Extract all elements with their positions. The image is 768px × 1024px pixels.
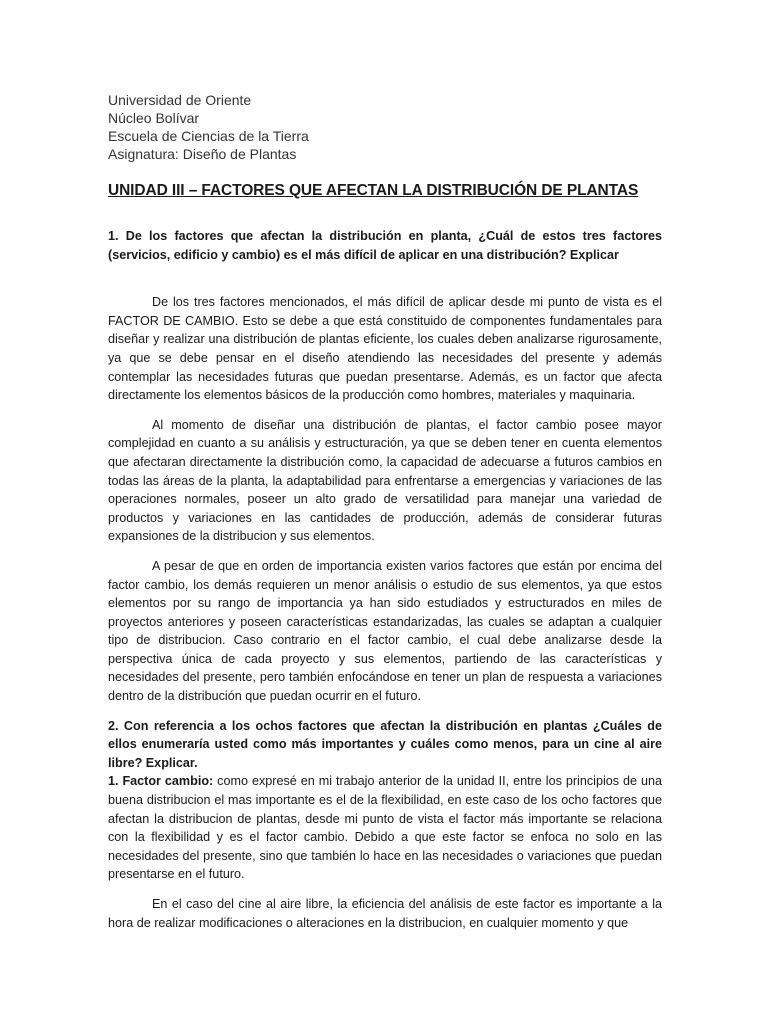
item-1-text: como expresé en mi trabajo anterior de la unidad II, entre los principios de una buena distribucion el mas importante es el de la flexibilidad, en este caso de los ocho factores que afectan la distribucion de plantas, desde mi punto de vista el factor más importante se relaciona con la flexibilidad y es el factor cambio. Debido a que este factor se enfoca no solo en las necesidades del presente, sino que también lo hace en las necesidades o variaciones que puedan presentarse en el futuro.	[108, 774, 662, 882]
answer-1-paragraph-2: Al momento de diseñar una distribución de plantas, el factor cambio posee mayor complejidad en cuanto a su análisis y estructuración, ya que se deben tener en cuenta elementos que afectaran directamente la distribución como, la capacidad de adecuarse a futuros cambios en todas las áreas de la planta, la adaptabilidad para enfrentarse a emergencias y variaciones de las operaciones normales, poseer un alto grado de versatilidad para manejar una variedad de productos y variaciones en las cantidades de producción, además de considerar futuras expansiones de la distribucion y sus elementos.	[108, 417, 662, 544]
header-nucleus: Núcleo Bolívar	[108, 110, 200, 126]
header-block	[108, 91, 309, 163]
question-1: 1. De los factores que afectan la distribución en planta, ¿Cuál de estos tres factores (servicios, edificio y cambio) es el más difícil de aplicar en una distribución? Explicar	[108, 229, 662, 262]
answer-2-paragraph-last: En el caso del cine al aire libre, la eficiencia del análisis de este factor es importante a la hora de realizar modificaciones o alteraciones en la distribucion, en cualquier momento y que	[108, 897, 662, 930]
header-subject: Asignatura: Diseño de Plantas	[108, 146, 297, 162]
answer-2-item-1	[108, 772, 662, 884]
document-title: UNIDAD III – FACTORES QUE AFECTAN LA DISTRIBUCIÓN DE PLANTAS	[108, 182, 639, 199]
answer-1-paragraph-3: A pesar de que en orden de importancia existen varios factores que están por encima del factor cambio, los demás requieren un menor análisis o estudio de sus elementos, ya que estos elementos por su rango de importancia ya han sido estudiados y estructurados en miles de proyectos anteriores y poseen características estandarizadas, las cuales se adaptan a cualquier tipo de distribucion. Caso contrario en el factor cambio, el cual debe analizarse desde la perspectiva única de cada proyecto y sus elementos, partiendo de las características y necesidades del presente, pero también enfocándose en tener un plan de respuesta a variaciones dentro de la distribución que puedan ocurrir en el futuro.	[108, 558, 662, 704]
document-body	[108, 227, 662, 932]
header-school: Escuela de Ciencias de la Tierra	[108, 128, 309, 144]
header-university: Universidad de Oriente	[108, 92, 252, 108]
item-1-label: 1. Factor cambio:	[108, 774, 214, 789]
question-2: 2. Con referencia a los ochos factores que afectan la distribución en plantas ¿Cuáles de ellos enumeraría usted como más importantes y cuáles como menos, para un cine al aire libre? Explicar.	[108, 718, 662, 770]
answer-1-paragraph-1: De los tres factores mencionados, el más difícil de aplicar desde mi punto de vista es el FACTOR DE CAMBIO. Esto se debe a que está constituido de componentes fundamentales para diseñar y realizar una distribución de plantas eficiente, los cuales deben analizarse rigurosamente, ya que se debe pensar en el diseño atendiendo las necesidades del presente y además contemplar las necesidades futuras que puedan presentarse. Además, es un factor que afecta directamente los elementos básicos de la producción como hombres, materiales y maquinaria.	[108, 295, 662, 403]
